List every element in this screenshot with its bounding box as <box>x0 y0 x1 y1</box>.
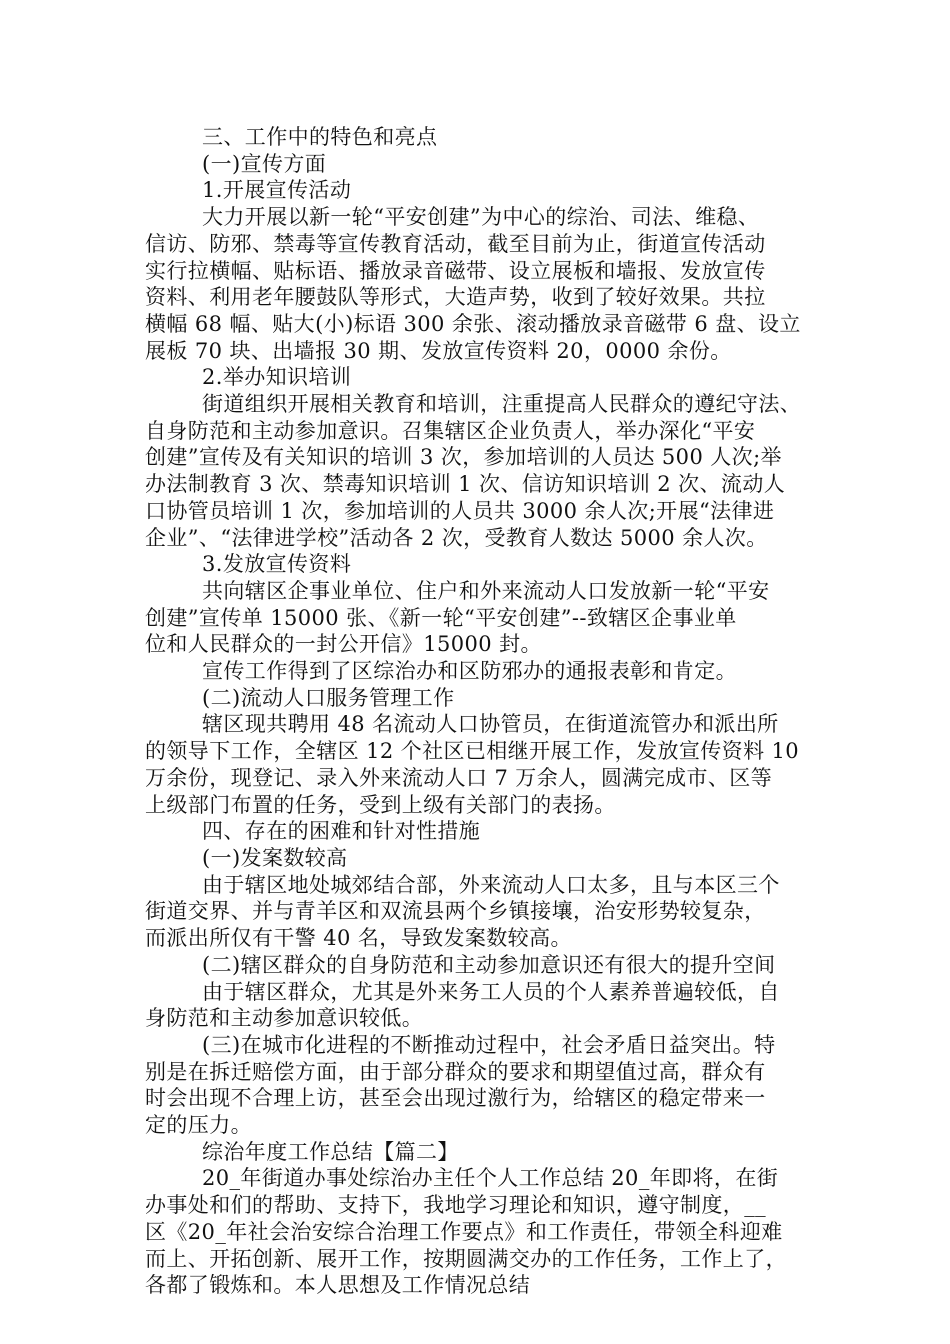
paragraph-line: 口协管员培训 1 次，参加培训的人员共 3000 余人次;开展“法律进 <box>145 498 775 523</box>
paragraph-line: 身防范和主动参加意识较低。 <box>145 1006 424 1031</box>
paragraph-line: 创建”宣传单 15000 张、《新一轮“平安创建”--致辖区企事业单 <box>145 605 737 630</box>
paragraph-line: 时会出现不合理上访，甚至会出现过激行为，给辖区的稳定带来一 <box>145 1086 766 1111</box>
paragraph-line: 定的压力。 <box>145 1113 252 1138</box>
paragraph-line: 而派出所仅有干警 40 名，导致发案数较高。 <box>145 926 572 951</box>
subsection-heading: (三)在城市化进程的不断推动过程中，社会矛盾日益突出。特 <box>202 1032 776 1057</box>
paragraph-line: 街道组织开展相关教育和培训，注重提高人民群众的遵纪守法、 <box>202 392 802 417</box>
subsection-heading: (一)发案数较高 <box>202 845 348 870</box>
paragraph-line: 宣传工作得到了区综治办和区防邪办的通报表彰和肯定。 <box>202 659 737 684</box>
paragraph-line: 展板 70 块、出墙报 30 期、发放宣传资料 20，0000 余份。 <box>145 338 732 363</box>
paragraph-line: 20_年街道办事处综治办主任个人工作总结 20_年即将，在街 <box>202 1166 779 1191</box>
paragraph-line: 办事处和们的帮助、支持下，我地学习理论和知识，遵守制度，__ <box>145 1193 766 1218</box>
section-heading: 三、工作中的特色和亮点 <box>202 125 438 149</box>
paragraph-line: 办法制教育 3 次、禁毒知识培训 1 次、信访知识培训 2 次、流动人 <box>145 472 786 497</box>
paragraph-line: 街道交界、并与青羊区和双流县两个乡镇接壤，治安形势较复杂， <box>145 899 766 924</box>
paragraph-line: 的领导下工作，全辖区 12 个社区已相继开展工作，发放宣传资料 10 <box>145 739 800 764</box>
paragraph-line: 横幅 68 幅、贴大(小)标语 300 余张、滚动播放录音磁带 6 盘、设立 <box>145 311 801 336</box>
paragraph-line: 信访、防邪、禁毒等宣传教育活动，截至目前为止，街道宣传活动 <box>145 231 766 256</box>
paragraph-line: 上级部门布置的任务，受到上级有关部门的表扬。 <box>145 792 616 817</box>
paragraph-line: 别是在拆迁赔偿方面，由于部分群众的要求和期望值过高，群众有 <box>145 1059 766 1084</box>
paragraph-line: 位和人民群众的一封公开信》15000 封。 <box>145 632 542 657</box>
subsection-heading: (二)流动人口服务管理工作 <box>202 685 455 710</box>
paragraph-line: 而上、开拓创新、展开工作，按期圆满交办的工作任务，工作上了， <box>145 1246 787 1271</box>
paragraph-line: 资料、利用老年腰鼓队等形式，大造声势，收到了较好效果。共拉 <box>145 285 766 310</box>
paragraph-line: 自身防范和主动参加意识。召集辖区企业负责人，举办深化“平安 <box>145 418 756 443</box>
paragraph-line: 由于辖区群众，尤其是外来务工人员的个人素养普遍较低，自 <box>202 979 780 1004</box>
subsection-heading: (一)宣传方面 <box>202 151 327 176</box>
item-heading: 2.举办知识培训 <box>202 365 352 390</box>
paragraph-line: 辖区现共聘用 48 名流动人口协管员，在街道流管办和派出所 <box>202 712 779 737</box>
paragraph-line: 企业”、“法律进学校”活动各 2 次，受教育人数达 5000 余人次。 <box>145 525 768 550</box>
paragraph-line: 万余份，现登记、录入外来流动人口 7 万余人，圆满完成市、区等 <box>145 765 773 790</box>
paragraph-line: 共向辖区企事业单位、住户和外来流动人口发放新一轮“平安 <box>202 578 770 603</box>
article-title: 综治年度工作总结【篇二】 <box>202 1139 459 1164</box>
subsection-heading: (二)辖区群众的自身防范和主动参加意识还有很大的提升空间 <box>202 952 776 977</box>
paragraph-line: 由于辖区地处城郊结合部，外来流动人口太多，且与本区三个 <box>202 872 780 897</box>
paragraph-line: 各都了锻炼和。本人思想及工作情况总结 <box>145 1273 531 1298</box>
paragraph-line: 实行拉横幅、贴标语、播放录音磁带、设立展板和墙报、发放宣传 <box>145 258 766 283</box>
paragraph-line: 创建”宣传及有关知识的培训 3 次，参加培训的人员达 500 人次;举 <box>145 445 782 470</box>
item-heading: 3.发放宣传资料 <box>202 552 352 577</box>
paragraph-line: 大力开展以新一轮“平安创建”为中心的综治、司法、维稳、 <box>202 205 760 230</box>
section-heading: 四、存在的困难和针对性措施 <box>202 819 481 844</box>
item-heading: 1.开展宣传活动 <box>202 178 352 203</box>
paragraph-line: 区《20_年社会治安综合治理工作要点》和工作责任，带领全科迎难 <box>145 1219 783 1244</box>
